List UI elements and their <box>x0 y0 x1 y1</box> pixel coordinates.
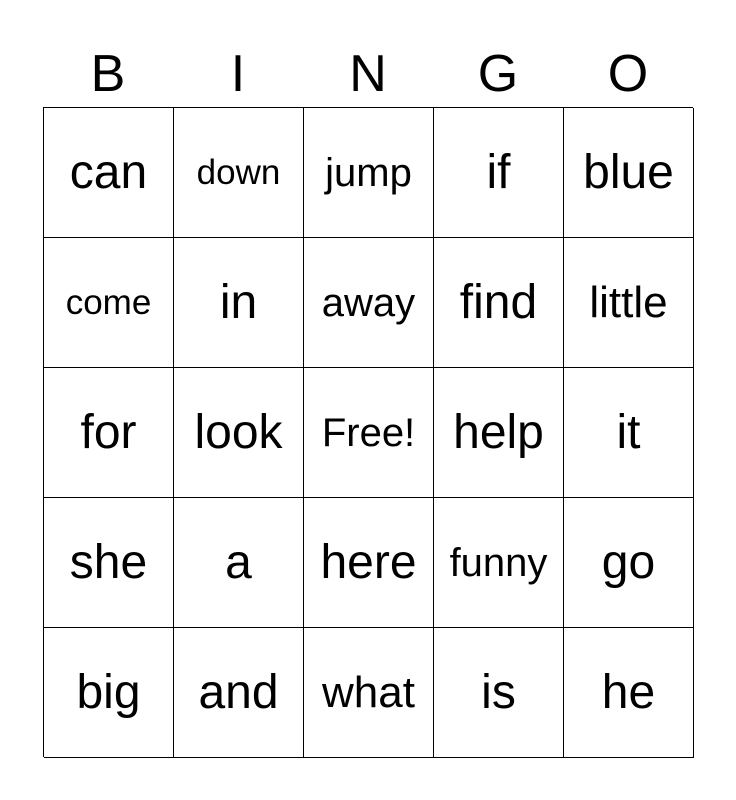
bingo-cell[interactable]: blue <box>564 108 694 238</box>
header-letter-i: I <box>230 45 246 103</box>
bingo-board <box>43 107 693 757</box>
bingo-cell[interactable]: big <box>44 628 174 758</box>
header-letter-n: N <box>349 45 387 103</box>
bingo-cell[interactable]: funny <box>434 498 564 628</box>
bingo-cell[interactable]: a <box>174 498 304 628</box>
header-letter-b: B <box>90 45 126 103</box>
bingo-cell[interactable]: down <box>174 108 304 238</box>
bingo-cell[interactable]: for <box>44 368 174 498</box>
header-letter-o: O <box>607 45 649 103</box>
bingo-cell[interactable]: find <box>434 238 564 368</box>
bingo-cell[interactable]: go <box>564 498 694 628</box>
bingo-header <box>43 40 693 108</box>
bingo-cell[interactable]: can <box>44 108 174 238</box>
bingo-cell[interactable]: here <box>304 498 434 628</box>
bingo-cell[interactable]: she <box>44 498 174 628</box>
bingo-cell[interactable]: and <box>174 628 304 758</box>
free-space-cell[interactable]: Free! <box>304 368 434 498</box>
bingo-cell[interactable]: is <box>434 628 564 758</box>
bingo-cell[interactable]: come <box>44 238 174 368</box>
bingo-cell[interactable]: look <box>174 368 304 498</box>
bingo-cell[interactable]: away <box>304 238 434 368</box>
bingo-cell[interactable]: what <box>304 628 434 758</box>
bingo-cell[interactable]: he <box>564 628 694 758</box>
bingo-cell[interactable]: little <box>564 238 694 368</box>
bingo-cell[interactable]: it <box>564 368 694 498</box>
bingo-cell[interactable]: jump <box>304 108 434 238</box>
header-letter-g: G <box>477 45 519 103</box>
bingo-cell[interactable]: if <box>434 108 564 238</box>
bingo-cell[interactable]: in <box>174 238 304 368</box>
bingo-cell[interactable]: help <box>434 368 564 498</box>
